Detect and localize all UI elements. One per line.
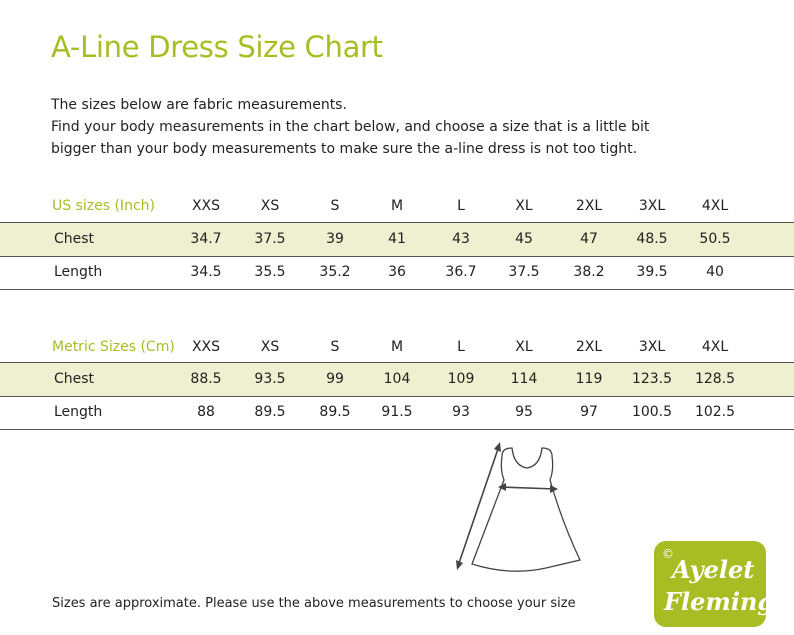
table-cell: 88.5 — [190, 371, 222, 387]
table-cell: 93 — [452, 404, 470, 420]
chest-arrow — [500, 487, 556, 489]
size-header: S — [330, 339, 340, 355]
divider — [0, 429, 794, 430]
row-label: Length — [54, 404, 103, 420]
length-arrow-head-bottom — [456, 560, 463, 570]
size-header: 4XL — [701, 198, 729, 214]
table-cell: 38.2 — [573, 264, 605, 280]
table-cell: 47 — [580, 231, 598, 247]
table-cell: 99 — [326, 371, 344, 387]
table-cell: 34.5 — [190, 264, 222, 280]
table-cell: 100.5 — [631, 404, 673, 420]
metric-header-row — [0, 334, 794, 360]
table-cell: 93.5 — [254, 371, 286, 387]
intro-line-1: The sizes below are fabric measurements. — [51, 97, 347, 113]
table-cell: 114 — [510, 371, 538, 387]
length-arrow-head-top — [494, 442, 501, 452]
table-cell: 89.5 — [254, 404, 286, 420]
table-cell: 34.7 — [190, 231, 222, 247]
footnote: Sizes are approximate. Please use the above measurements to choose your size — [52, 596, 576, 611]
table-cell: 95 — [515, 404, 533, 420]
size-header: XXS — [191, 339, 221, 355]
table-cell: 89.5 — [319, 404, 351, 420]
size-header: 3XL — [638, 198, 666, 214]
table-row — [0, 363, 794, 396]
size-header: 3XL — [638, 339, 666, 355]
table-cell: 97 — [580, 404, 598, 420]
table-row — [0, 256, 794, 289]
dress-measurement-icon — [440, 436, 590, 586]
table-cell: 88 — [197, 404, 215, 420]
table-cell: 50.5 — [699, 231, 731, 247]
table-cell: 128.5 — [694, 371, 736, 387]
table-cell: 37.5 — [508, 264, 540, 280]
logo-line-2: Fleming — [664, 587, 775, 616]
table-cell: 104 — [383, 371, 411, 387]
table-cell: 41 — [388, 231, 406, 247]
row-label: Chest — [54, 231, 95, 247]
metric-unit-label: Metric Sizes (Cm) — [52, 339, 175, 355]
table-cell: 45 — [515, 231, 533, 247]
size-header: S — [330, 198, 340, 214]
size-header: XL — [515, 198, 533, 214]
us-header-row — [0, 193, 794, 219]
table-cell: 40 — [706, 264, 724, 280]
copyright-symbol: © — [662, 547, 674, 561]
divider — [0, 289, 794, 290]
size-header: M — [390, 339, 404, 355]
table-row — [0, 396, 794, 429]
table-cell: 36 — [388, 264, 406, 280]
size-header: 2XL — [575, 339, 603, 355]
table-cell: 36.7 — [445, 264, 477, 280]
row-label: Chest — [54, 371, 95, 387]
table-cell: 123.5 — [631, 371, 673, 387]
table-cell: 35.5 — [254, 264, 286, 280]
size-header: 4XL — [701, 339, 729, 355]
table-cell: 109 — [447, 371, 475, 387]
table-row — [0, 223, 794, 256]
table-cell: 91.5 — [381, 404, 413, 420]
size-header: XS — [260, 339, 280, 355]
table-cell: 119 — [575, 371, 603, 387]
table-cell: 102.5 — [694, 404, 736, 420]
table-cell: 39.5 — [636, 264, 668, 280]
size-header: L — [457, 198, 465, 214]
brand-logo — [654, 541, 775, 627]
size-header: 2XL — [575, 198, 603, 214]
row-label: Length — [54, 264, 103, 280]
intro-text — [51, 94, 649, 160]
us-unit-label: US sizes (Inch) — [52, 198, 155, 214]
size-header: L — [457, 339, 465, 355]
intro-line-3: bigger than your body measurements to make sure the a-line dress is not too tight. — [51, 141, 638, 157]
table-cell: 35.2 — [319, 264, 351, 280]
logo-line-1: Ayelet — [672, 555, 755, 584]
table-cell: 48.5 — [636, 231, 668, 247]
page-title: A-Line Dress Size Chart — [51, 30, 383, 64]
table-cell: 37.5 — [254, 231, 286, 247]
size-header: XS — [260, 198, 280, 214]
dress-outline — [472, 448, 580, 571]
size-header: M — [390, 198, 404, 214]
table-cell: 43 — [452, 231, 470, 247]
table-cell: 39 — [326, 231, 344, 247]
size-header: XL — [515, 339, 533, 355]
size-header: XXS — [191, 198, 221, 214]
intro-line-2: Find your body measurements in the chart below, and choose a size that is a little bit — [51, 119, 650, 135]
